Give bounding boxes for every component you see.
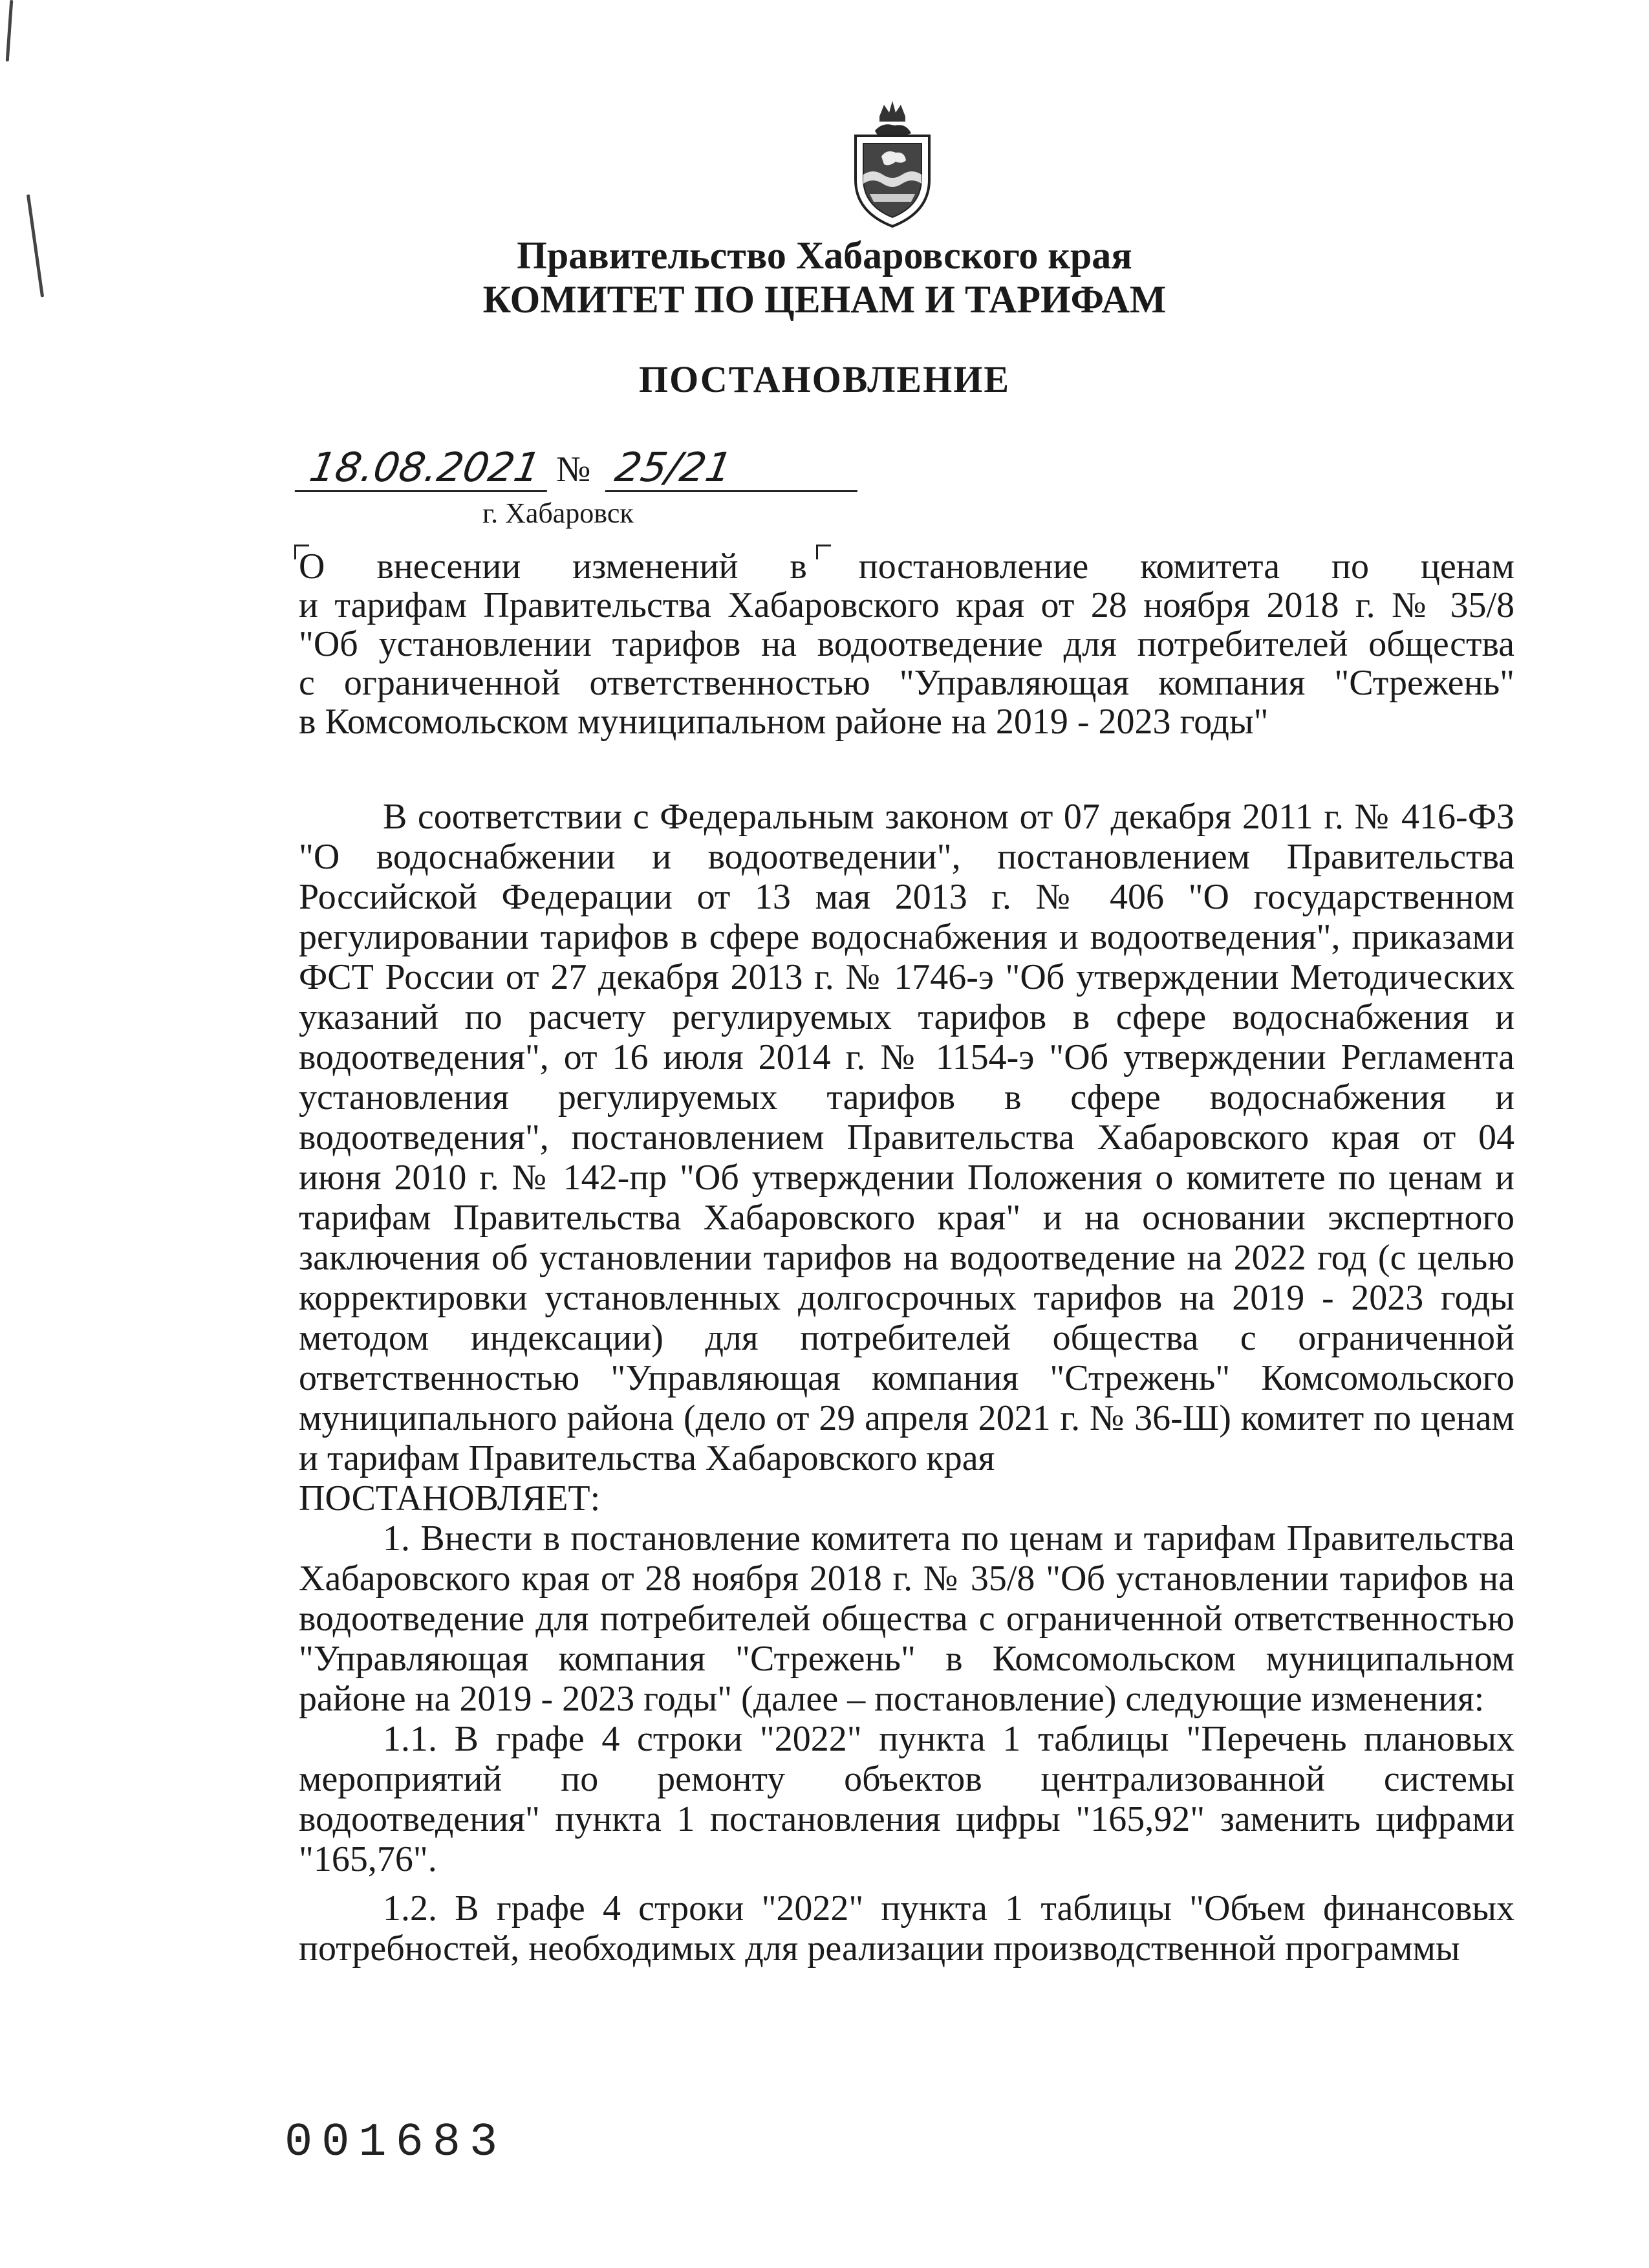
organization-line-2: КОМИТЕТ ПО ЦЕНАМ И ТАРИФАМ [482,278,1167,321]
khabarovsk-coat-of-arms-icon [844,97,941,233]
item-1-2-paragraph: 1.2. В графе 4 строки "2022" пункта 1 таблицы "Объем финансовых потребностей, необходимых для реализации производственной программы [299,1888,1514,1969]
subject-line: О внесении изменений в постановление комитета по ценам [299,546,1514,587]
subject-line: и тарифам Правительства Хабаровского края от 28 ноября 2018 г. № 35/8 [299,585,1514,625]
document-date: 18.08.2021 [295,445,555,492]
preamble-paragraph: В соответствии с Федеральным законом от 07 декабря 2011 г. № 416-ФЗ "О водоснабжении и водоотведении", постановлением Правительства Российской Федерации от 13 мая 2013 г. № 406 "О государственном регулировании тарифов в сфере водоснабжения и водоотведения", приказами ФСТ России от 27 декабря 2013 г. № 1746-э "Об утверждении Методических указаний по расчету регулируемых тарифов в сфере водоснабжения и водоотведения", от 16 июля 2014 г. № 1154-э "Об утверждении Регламента установления регулируемых тарифов в сфере водоснабжения и водоотведения", постановлением Правительства Хабаровского края от 04 июня 2010 г. № 142-пр "Об утверждении Положения о комитете по ценам и тарифам Правительства Хабаровского края" и на основании экспертного заключения об установлении тарифов на водоотведение на 2022 год (с целью корректировки установленных долгосрочных тарифов на 2019 - 2023 годы методом индексации) для потребителей общества с ограниченной ответственностью "Управляющая компания "Стрежень" Комсомольского муниципального района (дело от 29 апреля 2021 г. № 36-Ш) комитет по ценам и тарифам Правительства Хабаровского края [299,797,1514,1478]
city: г. Хабаровск [482,497,634,529]
subject-line: "Об установлении тарифов на водоотведение для потребителей общества [299,624,1514,664]
item-1-paragraph: 1. Внести в постановление комитета по ценам и тарифам Правительства Хабаровского края от 28 ноября 2018 г. № 35/8 "Об установлении тарифов на водоотведение для потребителей общества с ограниченной ответственностью "Управляющая компания "Стрежень" в Комсомольском муниципальном районе на 2019 - 2023 годы" (далее – постановление) следующие изменения: [299,1518,1514,1719]
organization-line-1: Правительство Хабаровского края [517,234,1132,277]
item-1-1-paragraph: 1.1. В графе 4 строки "2022" пункта 1 таблицы "Перечень плановых мероприятий по ремонту объектов централизованной системы водоотведения" пункта 1 постановления цифры "165,92" заменить цифрами "165,76". [299,1719,1514,1879]
subject-line: с ограниченной ответственностью "Управляющая компания "Стрежень" [299,663,1514,703]
registration-line [299,445,881,497]
decree-word: ПОСТАНОВЛЯЕТ: [299,1478,601,1518]
scan-artifact [6,0,14,61]
form-serial-number: 001683 [285,2116,507,2169]
document-number: 25/21 [605,445,866,492]
subject-line: в Комсомольском муниципальном районе на 2019 - 2023 годы" [299,702,1269,742]
document-type: ПОСТАНОВЛЕНИЕ [638,358,1011,400]
document-subject [299,547,1514,741]
number-sign: № [556,449,591,490]
document-body [299,797,1514,1969]
